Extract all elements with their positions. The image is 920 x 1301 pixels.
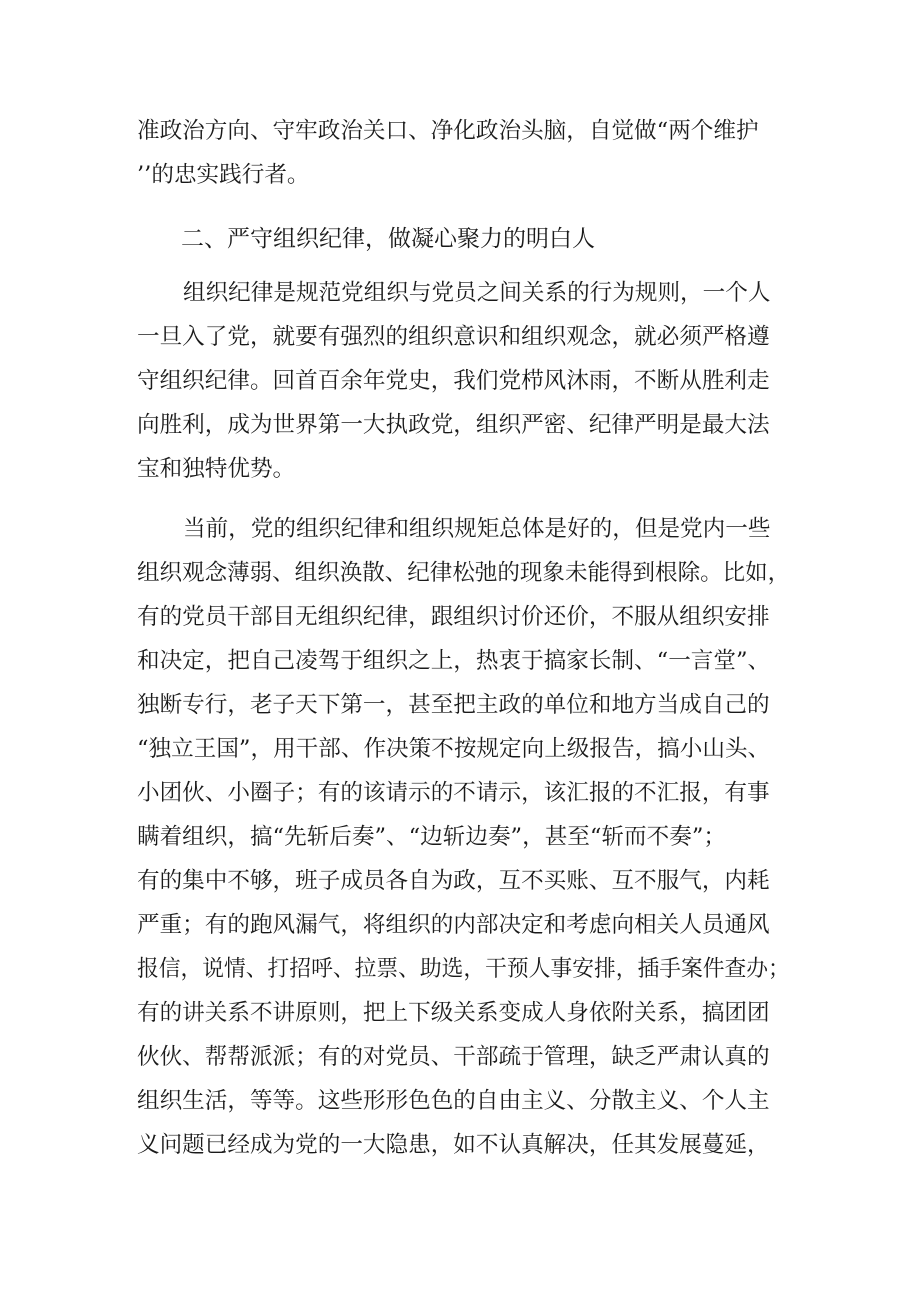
paragraph-2-line-10: 严重；有的跑风漏气，将组织的内部决定和考虑向相关人员通风	[137, 912, 770, 938]
intro-line-2: ’’的忠实践行者。	[137, 162, 310, 188]
paragraph-2-line-8: 瞒着组织，搞“先斩后奏”、“边斩边奏”，甚至“斩而不奏”；	[137, 824, 726, 850]
section-heading: 二、严守组织纪律，做凝心聚力的明白人	[181, 226, 595, 252]
paragraph-2-line-1: 当前，党的组织纪律和组织规矩总体是好的，但是党内一些	[183, 516, 771, 542]
paragraph-1-line-5: 宝和独特优势。	[137, 456, 296, 482]
paragraph-1-line-1: 组织纪律是规范党组织与党员之间关系的行为规则，一个人	[183, 280, 771, 306]
paragraph-2-line-5: 独断专行，老子天下第一，甚至把主政的单位和地方当成自己的	[137, 692, 770, 718]
paragraph-2-line-12: 有的讲关系不讲原则，把上下级关系变成人身依附关系，搞团团	[137, 1000, 770, 1026]
intro-line-1: 准政治方向、守牢政治关口、净化政治头脑，自觉做“两个维护	[137, 118, 759, 144]
paragraph-2-line-11: 报信，说情、打招呼、拉票、助选，干预人事安排，插手案件查办；	[137, 956, 790, 982]
paragraph-2-line-7: 小团伙、小圈子；有的该请示的不请示，该汇报的不汇报，有事	[137, 780, 770, 806]
paragraph-2-line-2: 组织观念薄弱、组织涣散、纪律松弛的现象未能得到根除。比如，	[137, 560, 791, 586]
paragraph-2-line-13: 伙伙、帮帮派派；有的对党员、干部疏于管理，缺乏严肃认真的	[137, 1044, 770, 1070]
paragraph-2-line-3: 有的党员干部目无组织纪律，跟组织讨价还价，不服从组织安排	[137, 604, 770, 630]
paragraph-2-line-6: “独立王国”，用干部、作决策不按规定向上级报告，搞小山头、	[137, 736, 771, 762]
paragraph-2-line-9: 有的集中不够，班子成员各自为政，互不买账、互不服气，内耗	[137, 868, 770, 894]
paragraph-2-line-4: 和决定，把自己凌驾于组织之上，热衷于搞家长制、“一言堂”、	[137, 648, 771, 674]
paragraph-1-line-4: 向胜利，成为世界第一大执政党，组织严密、纪律严明是最大法	[137, 412, 770, 438]
paragraph-2-line-14: 组织生活，等等。这些形形色色的自由主义、分散主义、个人主	[137, 1088, 770, 1114]
paragraph-2-line-15: 义问题已经成为党的一大隐患，如不认真解决，任其发展蔓延，	[137, 1132, 770, 1158]
paragraph-1-line-3: 守组织纪律。回首百余年党史，我们党栉风沐雨，不断从胜利走	[137, 368, 770, 394]
paragraph-1-line-2: 一旦入了党，就要有强烈的组织意识和组织观念，就必须严格遵	[137, 324, 770, 350]
